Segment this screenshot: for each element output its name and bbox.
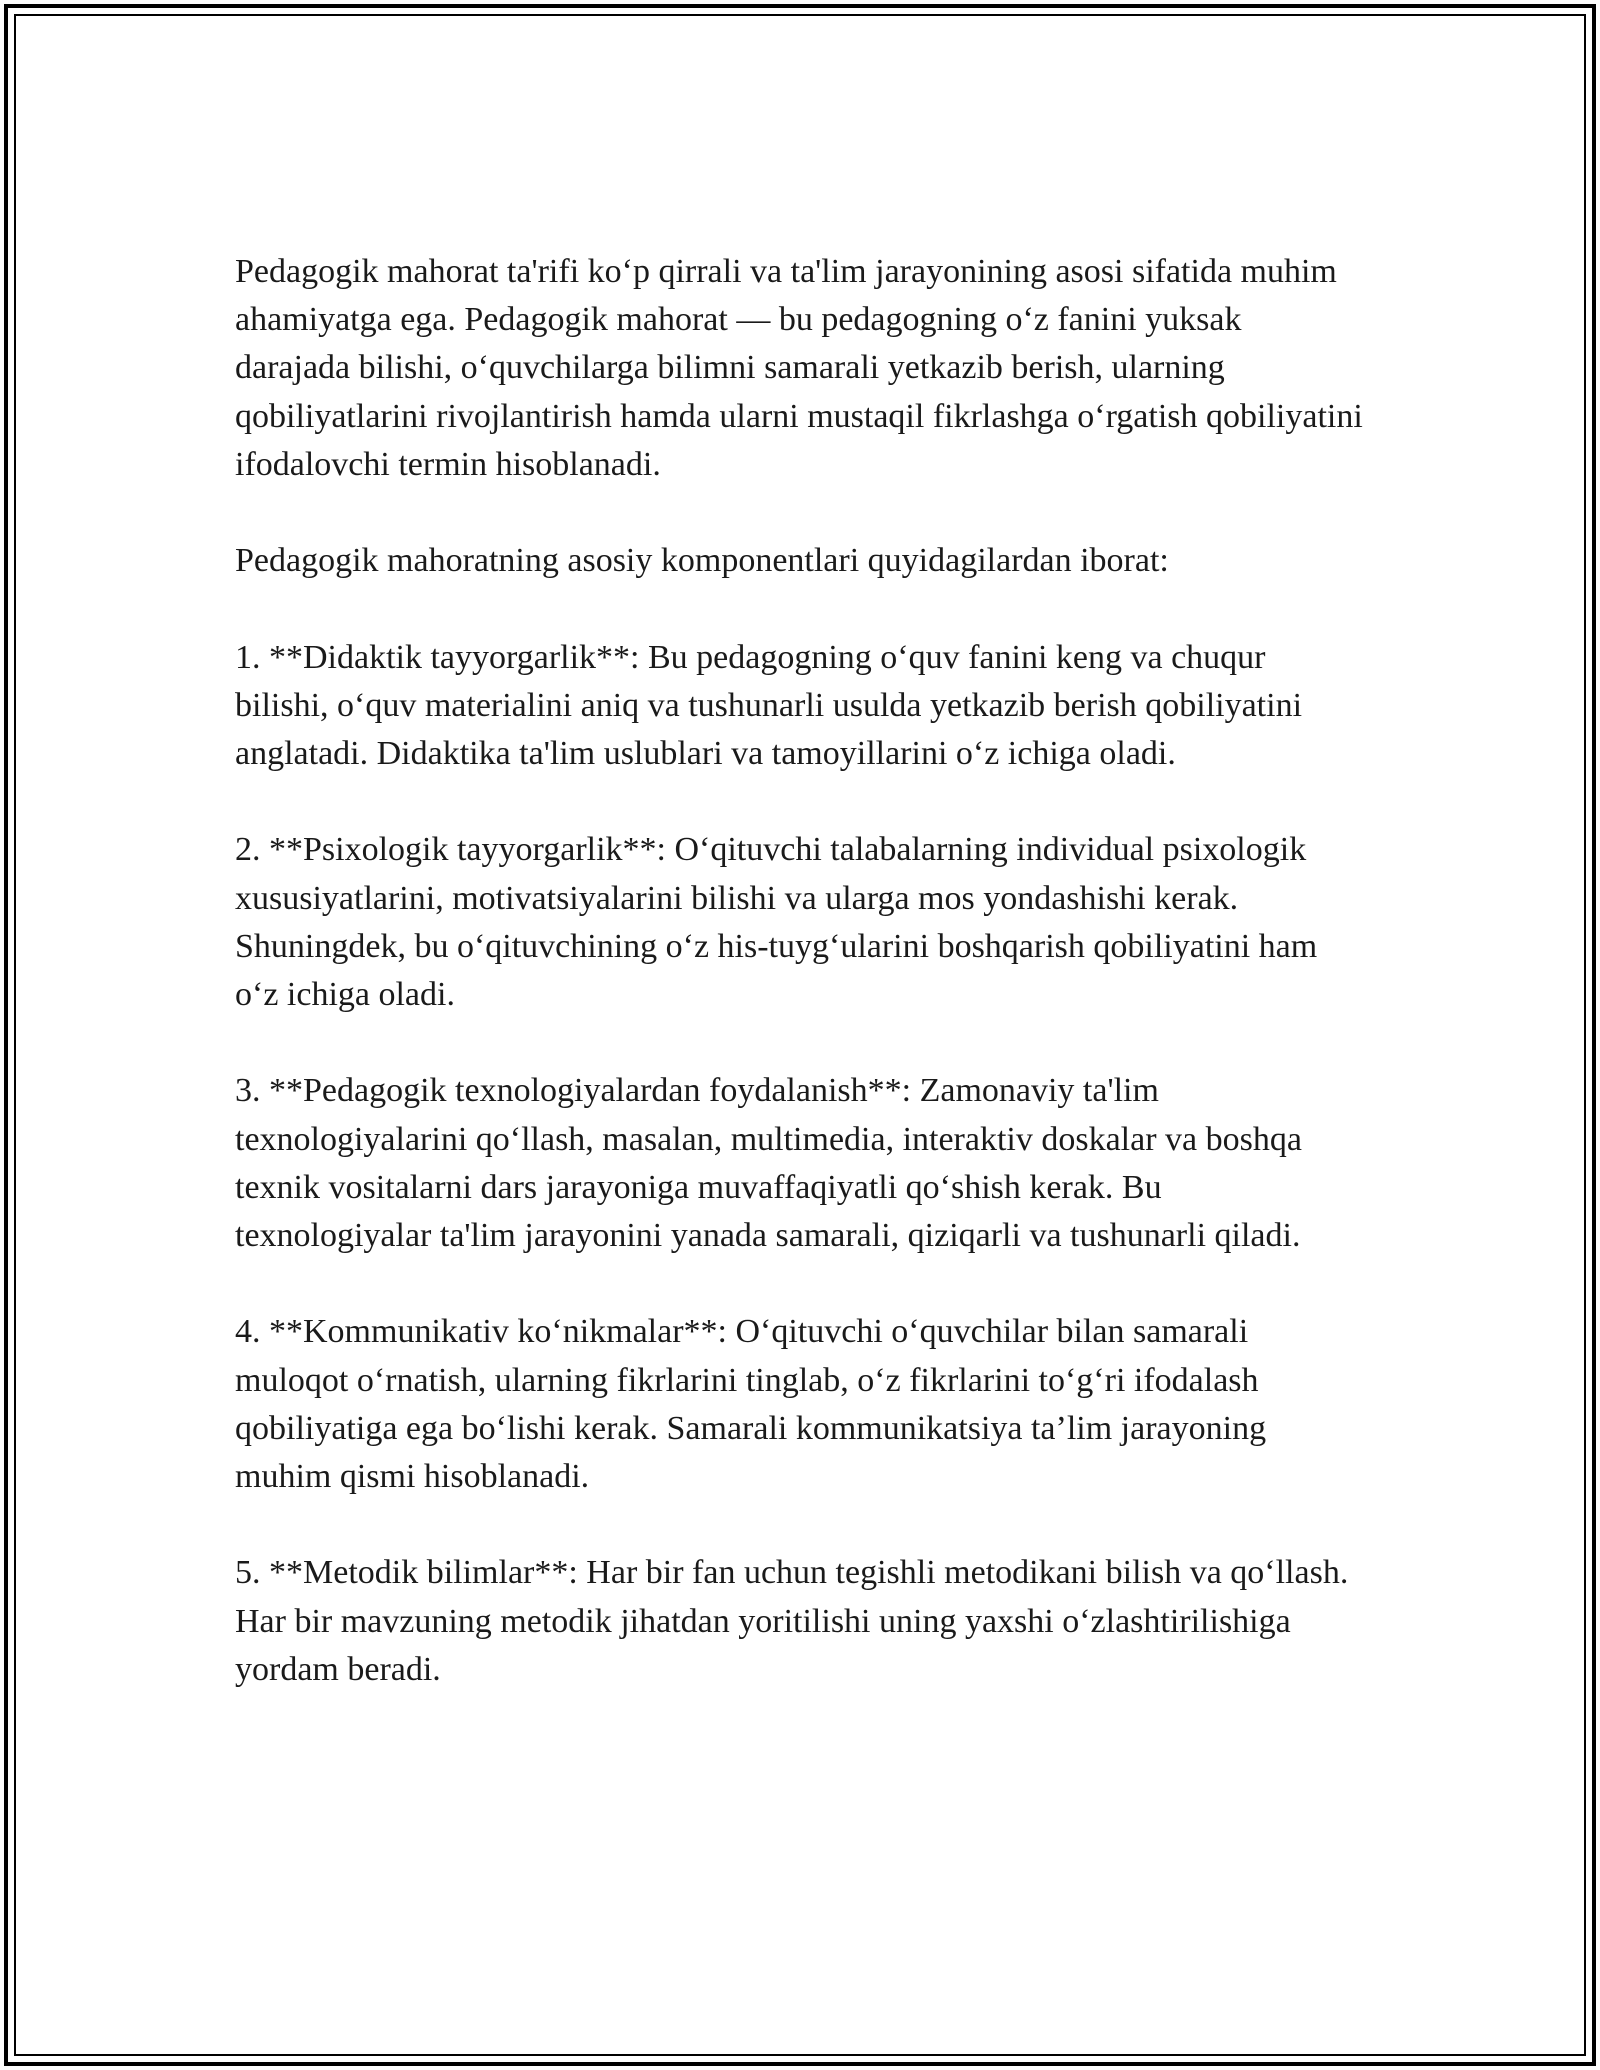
list-item-communicative: 4. **Kommunikativ ko‘nikmalar**: O‘qituvchi o‘quvchilar bilan samarali muloqot o‘rnatish, ularning fikrlarini tinglab, o‘z fikrlarini to‘g‘ri ifodalash qobiliyatiga ega bo‘lishi kerak. Samarali kommunikatsiya ta’lim jarayoning muhim qismi hisoblanadi.: [235, 1313, 1267, 1495]
document-body: [235, 248, 1365, 1742]
list-item-technologies: 3. **Pedagogik texnologiyalardan foydalanish**: Zamonaviy ta'lim texnologiyalarini qo‘llash, masalan, multimedia, interaktiv doskalar va boshqa texnik vositalarni dars jarayoniga muvaffaqiyatli qo‘shish kerak. Bu texnologiyalar ta'lim jarayonini yanada samarali, qiziqarli va tushunarli qiladi.: [235, 1072, 1302, 1254]
components-intro: Pedagogik mahoratning asosiy komponentlari quyidagilardan iborat:: [235, 542, 1169, 580]
list-item-didactic: 1. **Didaktik tayyorgarlik**: Bu pedagogning o‘quv fanini keng va chuqur bilishi, o‘quv materialini aniq va tushunarli usulda yetkazib berish qobiliyatini anglatadi. Didaktika ta'lim uslublari va tamoyillarini o‘z ichiga oladi.: [235, 638, 1303, 772]
intro-paragraph: Pedagogik mahorat ta'rifi ko‘p qirrali va ta'lim jarayonining asosi sifatida muhim ahamiyatga ega. Pedagogik mahorat — bu pedagogning o‘z fanini yuksak darajada bilishi, o‘quvchilarga bilimni samarali yetkazib berish, ularning qobiliyatlarini rivojlantirish hamda ularni mustaqil fikrlashga o‘rgatish qobiliyatini ifodalovchi termin hisoblanadi.: [235, 253, 1363, 483]
list-item-psychological: 2. **Psixologik tayyorgarlik**: O‘qituvchi talabalarning individual psixologik xususiyatlarini, motivatsiyalarini bilishi va ularga mos yondashishi kerak. Shuningdek, bu o‘qituvchining o‘z his-tuyg‘ularini boshqarish qobiliyatini ham o‘z ichiga oladi.: [235, 831, 1318, 1013]
list-item-methodical: 5. **Metodik bilimlar**: Har bir fan uchun tegishli metodikani bilish va qo‘llash. Har bir mavzuning metodik jihatdan yoritilishi uning yaxshi o‘zlashtirilishiga yordam beradi.: [235, 1554, 1349, 1688]
